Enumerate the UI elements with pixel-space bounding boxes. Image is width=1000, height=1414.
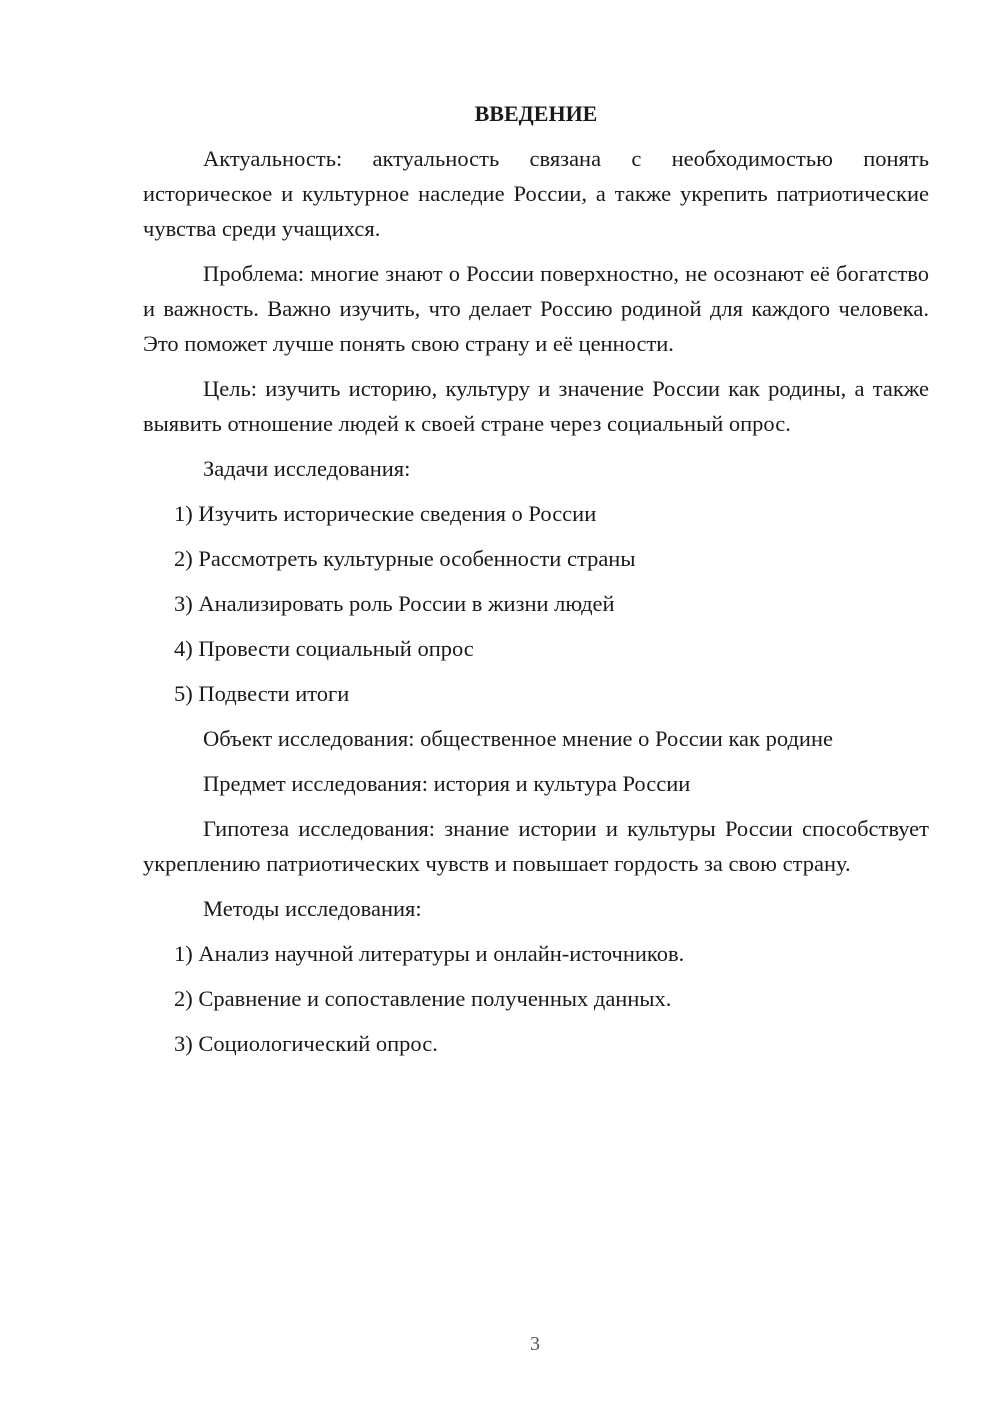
method-item-1: 1) Анализ научной литературы и онлайн-источников.	[174, 941, 685, 966]
goal-paragraph: Цель: изучить историю, культуру и значение России как родины, а также выявить отношение людей к своей стране через социальный опрос.	[143, 376, 929, 436]
research-object: Объект исследования: общественное мнение о России как родине	[203, 726, 833, 751]
task-item-4: 4) Провести социальный опрос	[174, 636, 474, 661]
hypothesis-paragraph: Гипотеза исследования: знание истории и культуры России способствует укреплению патриотических чувств и повышает гордость за свою страну.	[143, 816, 929, 876]
methods-title: Методы исследования:	[203, 896, 422, 921]
section-heading: ВВЕДЕНИЕ	[474, 101, 598, 126]
method-item-3: 3) Социологический опрос.	[174, 1031, 438, 1056]
research-subject: Предмет исследования: история и культура России	[203, 771, 691, 796]
task-item-1: 1) Изучить исторические сведения о России	[174, 501, 597, 526]
tasks-title: Задачи исследования:	[203, 456, 411, 481]
task-item-2: 2) Рассмотреть культурные особенности страны	[174, 546, 636, 571]
task-item-3: 3) Анализировать роль России в жизни людей	[174, 591, 615, 616]
task-item-5: 5) Подвести итоги	[174, 681, 350, 706]
method-item-2: 2) Сравнение и сопоставление полученных данных.	[174, 986, 672, 1011]
relevance-paragraph: Актуальность: актуальность связана с необходимостью понять историческое и культурное наследие России, а также укрепить патриотические чувства среди учащихся.	[143, 146, 929, 241]
page-number: 3	[530, 1333, 540, 1355]
problem-paragraph: Проблема: многие знают о России поверхностно, не осознают её богатство и важность. Важно изучить, что делает Россию родиной для каждого человека. Это поможет лучше понять свою страну и её ценности.	[143, 261, 929, 356]
page-content	[143, 96, 929, 1071]
